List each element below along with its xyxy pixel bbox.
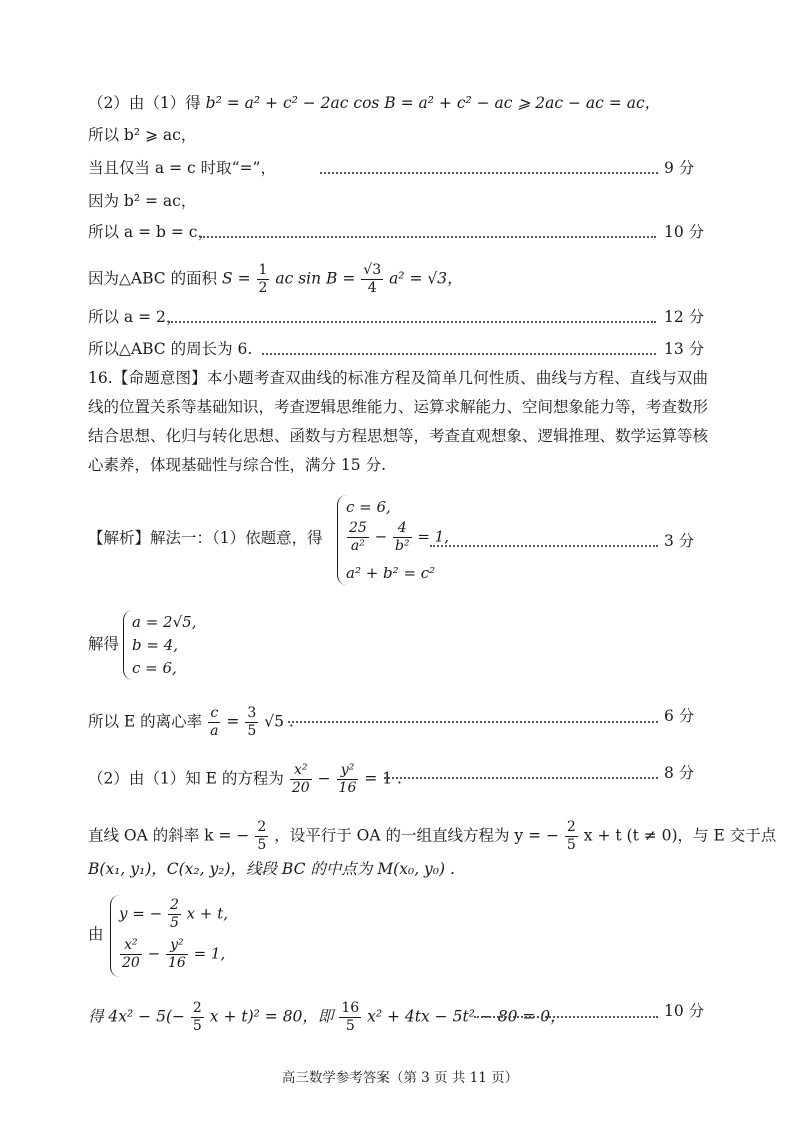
fraction [255, 819, 268, 854]
equation-line [119, 937, 225, 972]
numerator: 2 [566, 819, 576, 835]
fraction [120, 937, 142, 972]
denominator: 5 [566, 837, 576, 853]
page-footer: 高三数学参考答案（第 3 页 共 11 页） [281, 1070, 519, 1086]
equation-line: c = 6, [132, 659, 177, 677]
score-label: 8 分 [664, 764, 695, 782]
formula: y = − [119, 904, 163, 923]
denominator: 16 [338, 780, 357, 796]
text: 因为△ABC 的面积 [88, 269, 218, 288]
text: 解得 [88, 635, 120, 653]
denominator: 5 [257, 837, 267, 853]
formula: 得 4x² − 5(− [88, 1007, 185, 1026]
line-perimeter [88, 338, 252, 360]
equation-system [337, 495, 449, 585]
text: 所以 E 的离心率 [88, 712, 203, 731]
score-label: 13 分 [664, 340, 705, 358]
line-side-value [88, 306, 181, 328]
dotted-leader [262, 353, 656, 355]
score-label: 10 分 [664, 1002, 705, 1020]
text: 当且仅当 a = c 时取“=”， [88, 159, 276, 177]
numerator: x² [290, 762, 312, 780]
numerator: y² [166, 937, 188, 955]
denominator: b² [394, 538, 410, 554]
formula: x + t)² = 80，即 [209, 1007, 334, 1026]
formula: S = [222, 269, 251, 288]
operator: = [226, 712, 240, 731]
denominator: 2 [258, 280, 268, 296]
analysis-label [88, 527, 323, 549]
intersection-system [110, 895, 229, 977]
text: 【解析】解法一：（1）依题意，得 [88, 529, 323, 547]
line-hyperbola-equation [88, 762, 402, 797]
numerator: 16 [341, 1000, 360, 1016]
numerator: √3 [363, 262, 382, 278]
equation-line: a² + b² = c² [346, 564, 436, 582]
dotted-leader [288, 721, 658, 723]
solve-label [88, 633, 119, 655]
score-label: 12 分 [664, 308, 705, 326]
line-area-formula [88, 262, 463, 297]
line-conclusion-inequality [88, 124, 196, 146]
numerator: y² [337, 762, 359, 780]
by-label [88, 923, 104, 945]
dotted-leader [320, 172, 658, 174]
solution-system [123, 610, 212, 680]
operator: − [374, 527, 388, 546]
score-label: 10 分 [664, 223, 705, 241]
fraction [191, 1000, 204, 1035]
score-label: 9 分 [664, 159, 695, 177]
fraction [208, 705, 220, 740]
fraction [166, 937, 188, 972]
denominator: 4 [367, 280, 377, 296]
denominator: 20 [122, 955, 140, 971]
operator: − [317, 769, 331, 788]
line-equal-sides [88, 221, 213, 243]
fraction [347, 520, 369, 555]
text: 所以 a = b = c， [88, 223, 213, 241]
text: x + t (t ≠ 0)，与 E 交于点 [583, 826, 777, 845]
dotted-leader [474, 1016, 658, 1018]
formula: = 1, [193, 944, 226, 963]
equation-line: c = 6, [346, 498, 391, 516]
line-slope [88, 819, 776, 854]
equation-rhs: = 1, [417, 527, 449, 546]
text: 因为 b² = ac， [88, 192, 197, 210]
score-label: 6 分 [664, 707, 695, 725]
formula: b² = a² + c² − 2ac cos B = a² + c² − ac ⩾ 2ac − ac = ac， [205, 94, 661, 112]
score-label: 3 分 [664, 532, 695, 550]
numerator: 4 [393, 520, 412, 538]
text: 直线 OA 的斜率 k = − [88, 826, 250, 845]
line-intersection-points [88, 858, 455, 880]
formula: x² + 4tx − 5t² − 80 = 0， [367, 1007, 566, 1026]
formula: x + t, [186, 904, 229, 923]
denominator: 20 [291, 780, 310, 796]
fraction [245, 705, 258, 740]
equation-line: a = 2√5, [132, 613, 197, 631]
formula: = 1 . [364, 769, 402, 788]
fraction [339, 1000, 361, 1035]
numerator: 2 [192, 1000, 202, 1016]
numerator: 2 [169, 897, 179, 913]
text: B(x₁, y₁)，C(x₂, y₂)，线段 BC 的中点为 M(x₀, y₀) . [88, 860, 455, 878]
line-given-condition [88, 190, 196, 212]
equation-line: b = 4, [132, 636, 179, 654]
dotted-leader [168, 321, 656, 323]
denominator: 5 [169, 915, 179, 931]
text: ，设平行于 OA 的一组直线方程为 y = − [274, 826, 559, 845]
denominator: 5 [192, 1018, 202, 1034]
text: 所以△ABC 的周长为 6. [88, 340, 253, 358]
numerator: 3 [247, 705, 257, 721]
problem-16-intent: 16.【命题意图】本小题考查双曲线的标准方程及简单几何性质、曲线与方程、直线与双曲线的位置关系等基础知识，考查逻辑思维能力、运算求解能力、空间想象能力等，考查数形结合思想、化归与转化思想、函数与方程思想等，考查直观想象、逻辑推理、数学运算等核心素养，体现基础性与综合性，满分 15 分. [88, 369, 709, 474]
text: 由 [88, 925, 104, 943]
numerator: 1 [258, 262, 268, 278]
dotted-leader [200, 236, 656, 238]
text: （2）由（1）知 E 的方程为 [88, 769, 284, 788]
fraction [393, 520, 412, 555]
fraction [565, 819, 578, 854]
numerator: c [208, 705, 220, 723]
line-law-of-cosines [88, 92, 660, 114]
formula: ac sin B = [275, 269, 356, 288]
text: （2）由（1）得 [88, 94, 201, 112]
line-equality-condition [88, 157, 276, 179]
equation-line [119, 897, 228, 932]
fraction [168, 897, 181, 932]
fraction [290, 762, 312, 797]
denominator: 5 [247, 723, 257, 739]
denominator: 5 [345, 1018, 355, 1034]
fraction [337, 762, 359, 797]
denominator: 16 [167, 955, 186, 971]
dotted-leader [384, 777, 658, 779]
formula: √5 . [264, 712, 294, 731]
formula: a² = √3， [389, 269, 463, 288]
operator: − [147, 944, 161, 963]
denominator: a² [350, 538, 365, 554]
numerator: x² [120, 937, 142, 955]
line-eccentricity [88, 705, 294, 740]
equation-line [346, 520, 449, 555]
fraction [257, 262, 270, 297]
dotted-leader [430, 545, 658, 547]
text: 所以 b² ⩾ ac， [88, 126, 197, 144]
text: 所以 a = 2， [88, 308, 182, 326]
numerator: 2 [257, 819, 267, 835]
denominator: a [210, 723, 219, 739]
numerator: 25 [349, 520, 367, 536]
fraction [361, 262, 383, 297]
